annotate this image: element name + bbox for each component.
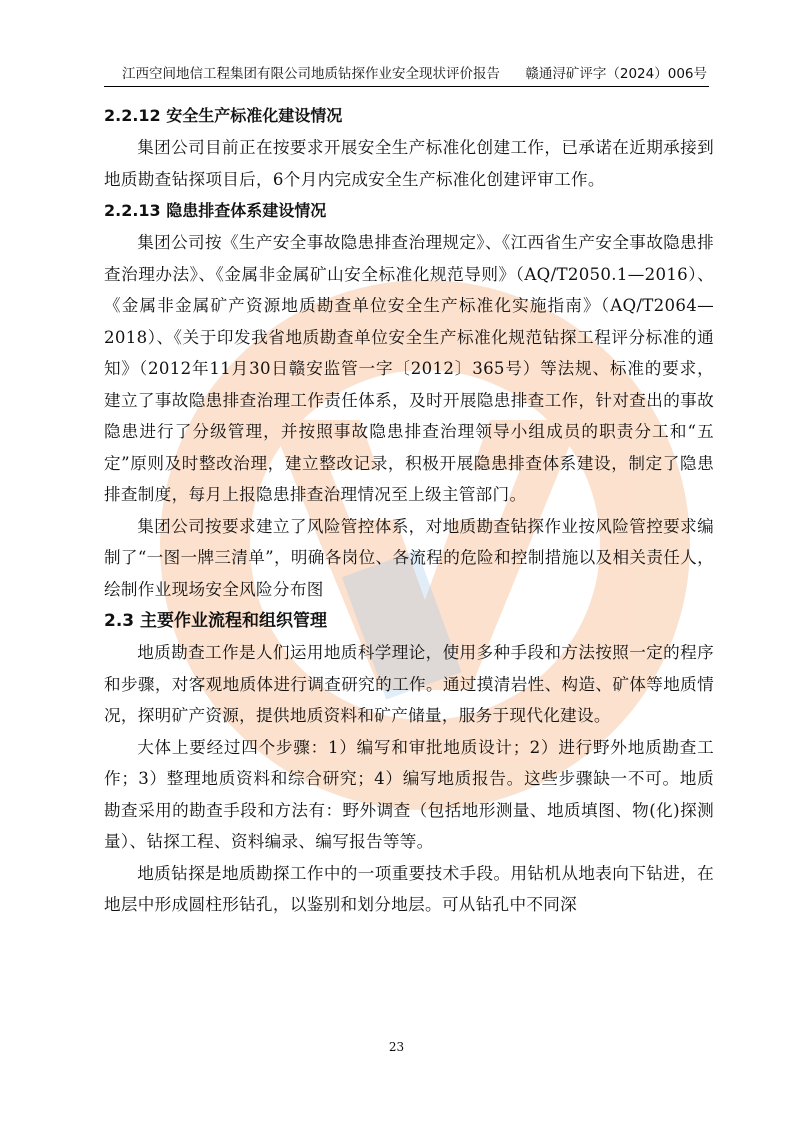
- paragraph: 集团公司按要求建立了风险管控体系，对地质勘查钻探作业按风险管控要求编制了“一图一牌三清单”，明确各岗位、各流程的危险和控制措施以及相关责任人，绘制作业现场安全风险分布图: [104, 516, 714, 599]
- paragraph: 集团公司目前正在按要求开展安全生产标准化创建工作，已承诺在近期承接到地质勘查钻探项目后，6个月内完成安全生产标准化创建评审工作。: [104, 138, 714, 189]
- paragraph: 地质勘查工作是人们运用地质科学理论，使用多种手段和方法按照一定的程序和步骤，对客观地质体进行调查研究的工作。通过摸清岩性、构造、矿体等地质情况，探明矿产资源，提供地质资料和矿产储量，服务于现代化建设。: [104, 643, 714, 725]
- paragraph: 地质钻探是地质勘探工作中的一项重要技术手段。用钻机从地表向下钻进，在地层中形成圆柱形钻孔，以鉴别和划分地层。可从钻孔中不同深: [104, 863, 714, 914]
- header-report-number: 赣通浔矿评字（2024）006号: [525, 66, 707, 82]
- header-report-title: 江西空间地信工程集团有限公司地质钻探作业安全现状评价报告: [122, 66, 500, 82]
- section-heading-2-2-13: 2.2.13 隐患排查体系建设情况: [104, 201, 327, 220]
- section-heading-2-2-12: 2.2.12 安全生产标准化建设情况: [104, 106, 343, 125]
- page-header: [104, 64, 709, 87]
- section-heading-2-3: 2.3 主要作业流程和组织管理: [104, 611, 328, 631]
- page-content: [104, 100, 714, 921]
- paragraph: 集团公司按《生产安全事故隐患排查治理规定》、《江西省生产安全事故隐患排查治理办法》、《金属非金属矿山安全标准化规范导则》（AQ/T2050.1—2016）、《金属非金属矿产资源地质勘查单位安全生产标准化实施指南》（AQ/T2064—2018）、《关于印发我省地质勘查单位安全生产标准化规范钻探工程评分标准的通知》（2012年11月30日赣安监管一字〔2012〕365号）等法规、标准的要求，建立了事故隐患排查治理工作责任体系，及时开展隐患排查工作，针对查出的事故隐患进行了分级管理，并按照事故隐患排查治理领导小组成员的职责分工和“五定”原则及时整改治理，建立整改记录，积极开展隐患排查体系建设，制定了隐患排查制度，每月上报隐患排查治理情况至上级主管部门。: [104, 233, 714, 504]
- paragraph: 大体上要经过四个步骤：1）编写和审批地质设计；2）进行野外地质勘查工作；3）整理地质资料和综合研究；4）编写地质报告。这些步骤缺一不可。地质勘查采用的勘查手段和方法有：野外调查（包括地形测量、地质填图、物(化)探测量）、钻探工程、资料编录、编写报告等等。: [104, 737, 714, 851]
- page-number: 23: [388, 1040, 405, 1054]
